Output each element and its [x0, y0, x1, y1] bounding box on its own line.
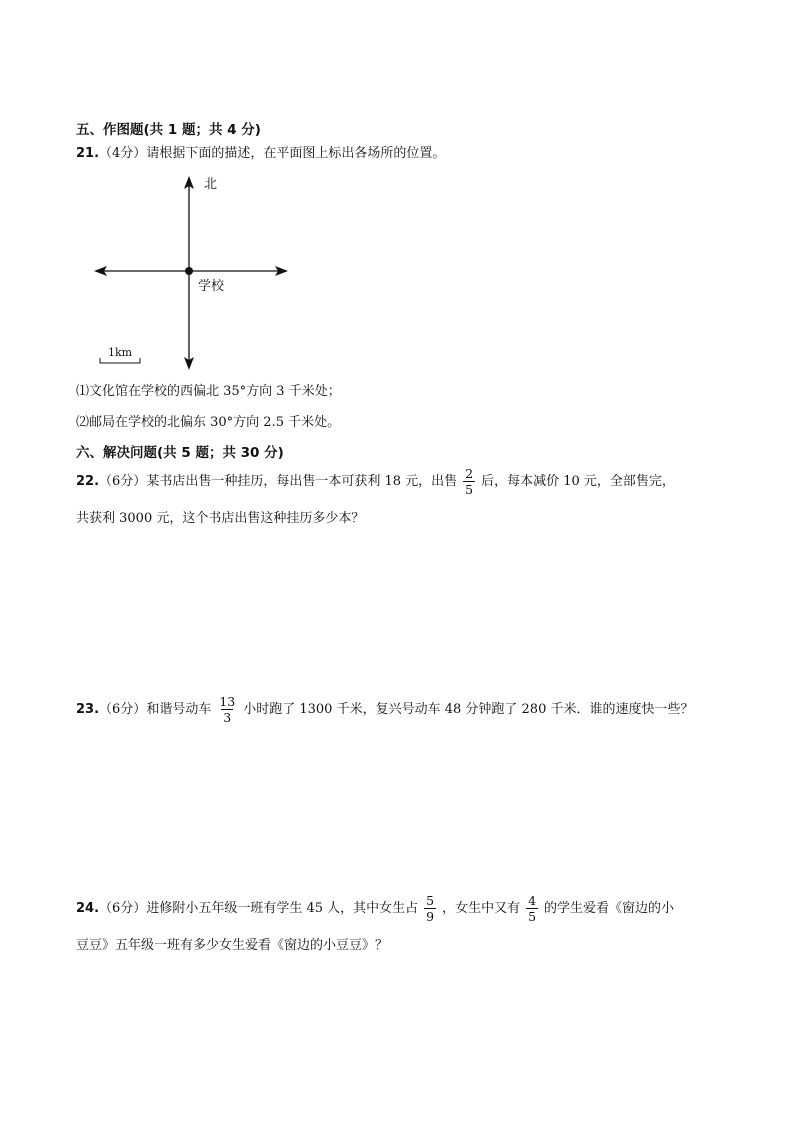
- question-number: 21.: [76, 146, 100, 161]
- fraction-numerator: 13: [219, 694, 236, 709]
- question-number: 22.: [76, 474, 100, 489]
- question-score: （4分）: [99, 146, 147, 161]
- fraction: [463, 466, 475, 497]
- school-label: 学校: [198, 279, 225, 294]
- fraction-numerator: 2: [465, 466, 474, 481]
- question-text: 小时跑了 1300 千米，复兴号动车 48 分钟跑了 280 千米．谁的速度快一些？: [243, 702, 694, 717]
- question-24-line-1: [76, 893, 674, 924]
- fraction: [217, 694, 237, 725]
- compass-map-diagram: [90, 170, 300, 375]
- question-24-line-2: 豆豆》五年级一班有多少女生爱看《窗边的小豆豆》？: [76, 938, 389, 953]
- fraction-denominator: 9: [426, 909, 435, 924]
- fraction-denominator: 3: [223, 710, 232, 725]
- question-text: 后，每本减价 10 元，全部售完，: [481, 474, 675, 489]
- question-text: ，女生中又有: [442, 901, 521, 916]
- north-label: 北: [204, 177, 218, 192]
- question-21-prompt: [76, 144, 445, 164]
- question-text: 的学生爱看《窗边的小: [544, 901, 675, 916]
- section5-title: 五、作图题(共 1 题；共 4 分): [76, 122, 261, 138]
- school-point: [185, 267, 193, 275]
- question-score: （6分）: [99, 702, 147, 717]
- fraction-numerator: 4: [528, 893, 537, 908]
- question-text: 某书店出售一种挂历，每出售一本可获利 18 元，出售: [146, 474, 458, 489]
- question-21-item-2: ⑵邮局在学校的北偏东 30°方向 2.5 千米处。: [76, 415, 341, 430]
- section6-title: 六、解决问题(共 5 题；共 30 分): [76, 445, 284, 461]
- question-text: 和谐号动车: [146, 702, 212, 717]
- question-score: （6分）: [99, 901, 147, 916]
- fraction-denominator: 5: [465, 482, 474, 497]
- question-number: 23.: [76, 702, 100, 717]
- question-text: 进修附小五年级一班有学生 45 人，其中女生占: [146, 901, 419, 916]
- scale-label: 1km: [108, 346, 133, 359]
- question-21-item-1: ⑴文化馆在学校的西偏北 35°方向 3 千米处；: [76, 384, 341, 399]
- fraction: [526, 893, 538, 924]
- question-22-line-2: 共获利 3000 元，这个书店出售这种挂历多少本？: [76, 511, 365, 526]
- question-23-line-1: [76, 694, 693, 725]
- fraction-denominator: 5: [528, 909, 537, 924]
- fraction: [424, 893, 436, 924]
- question-score: （6分）: [99, 474, 147, 489]
- question-number: 24.: [76, 901, 100, 916]
- question-22-line-1: [76, 466, 675, 497]
- fraction-numerator: 5: [426, 893, 435, 908]
- question-text: 请根据下面的描述，在平面图上标出各场所的位置。: [146, 146, 446, 161]
